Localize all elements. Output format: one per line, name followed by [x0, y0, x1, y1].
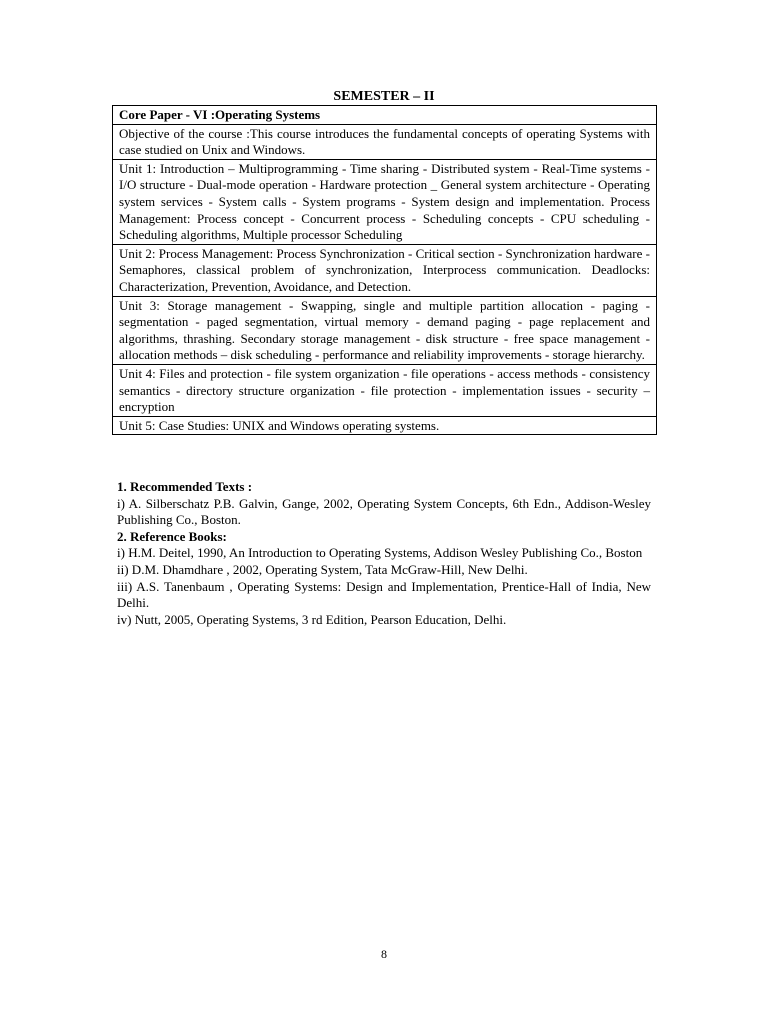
unit-5: Unit 5: Case Studies: UNIX and Windows operating systems.: [113, 416, 657, 435]
references-section: [117, 479, 651, 628]
course-title: Core Paper - VI :Operating Systems: [113, 106, 657, 125]
table-row: [113, 106, 657, 125]
reference-book-item: iii) A.S. Tanenbaum , Operating Systems: Design and Implementation, Prentice-Hall of India, New Delhi.: [117, 578, 651, 611]
unit-2: Unit 2: Process Management: Process Synchronization - Critical section - Synchronization hardware - Semaphores, classical problem of synchronization, Interprocess communication. Deadlocks: Characterization, Prevention, Avoidance, and Detection.: [113, 244, 657, 296]
reference-book-item: i) H.M. Deitel, 1990, An Introduction to Operating Systems, Addison Wesley Publishing Co., Boston: [117, 545, 643, 561]
recommended-text-item: i) A. Silberschatz P.B. Galvin, Gange, 2002, Operating System Concepts, 6th Edn., Addison-Wesley Publishing Co., Boston.: [117, 495, 651, 528]
recommended-texts-heading: 1. Recommended Texts :: [117, 479, 253, 494]
page-number: 8: [381, 947, 387, 961]
syllabus-table: [112, 105, 657, 435]
table-row: [113, 124, 657, 159]
reference-books-heading: 2. Reference Books:: [117, 528, 227, 544]
unit-1: Unit 1: Introduction – Multiprogramming - Time sharing - Distributed system - Real-Time systems - I/O structure - Dual-mode operation - Hardware protection _ General system architecture - Operating system services - System calls - System programs - System design and implementation. Process Management: Process concept - Concurrent process - Scheduling concepts - CPU scheduling -Scheduling algorithms, Multiple processor Scheduling: [113, 159, 657, 244]
reference-book-item: iv) Nutt, 2005, Operating Systems, 3 rd Edition, Pearson Education, Delhi.: [117, 611, 507, 627]
table-row: [113, 159, 657, 244]
semester-heading: SEMESTER – II: [333, 89, 435, 104]
table-row: [113, 364, 657, 416]
course-objective: Objective of the course :This course introduces the fundamental concepts of operating Systems with case studied on Unix and Windows.: [113, 124, 657, 159]
unit-3: Unit 3: Storage management - Swapping, single and multiple partition allocation - paging - segmentation - paged segmentation, virtual memory - demand paging - page replacement and algorithms, thrashing. Secondary storage management - disk structure - free space management - allocation methods – disk scheduling - performance and reliability improvements - storage hierarchy.: [113, 296, 657, 364]
table-row: [113, 296, 657, 364]
table-row: [113, 416, 657, 435]
reference-book-item: ii) D.M. Dhamdhare , 2002, Operating System, Tata McGraw-Hill, New Delhi.: [117, 561, 528, 577]
unit-4: Unit 4: Files and protection - file system organization - file operations - access methods - consistency semantics - directory structure organization - file protection - implementation issues - security – encryption: [113, 364, 657, 416]
table-row: [113, 244, 657, 296]
